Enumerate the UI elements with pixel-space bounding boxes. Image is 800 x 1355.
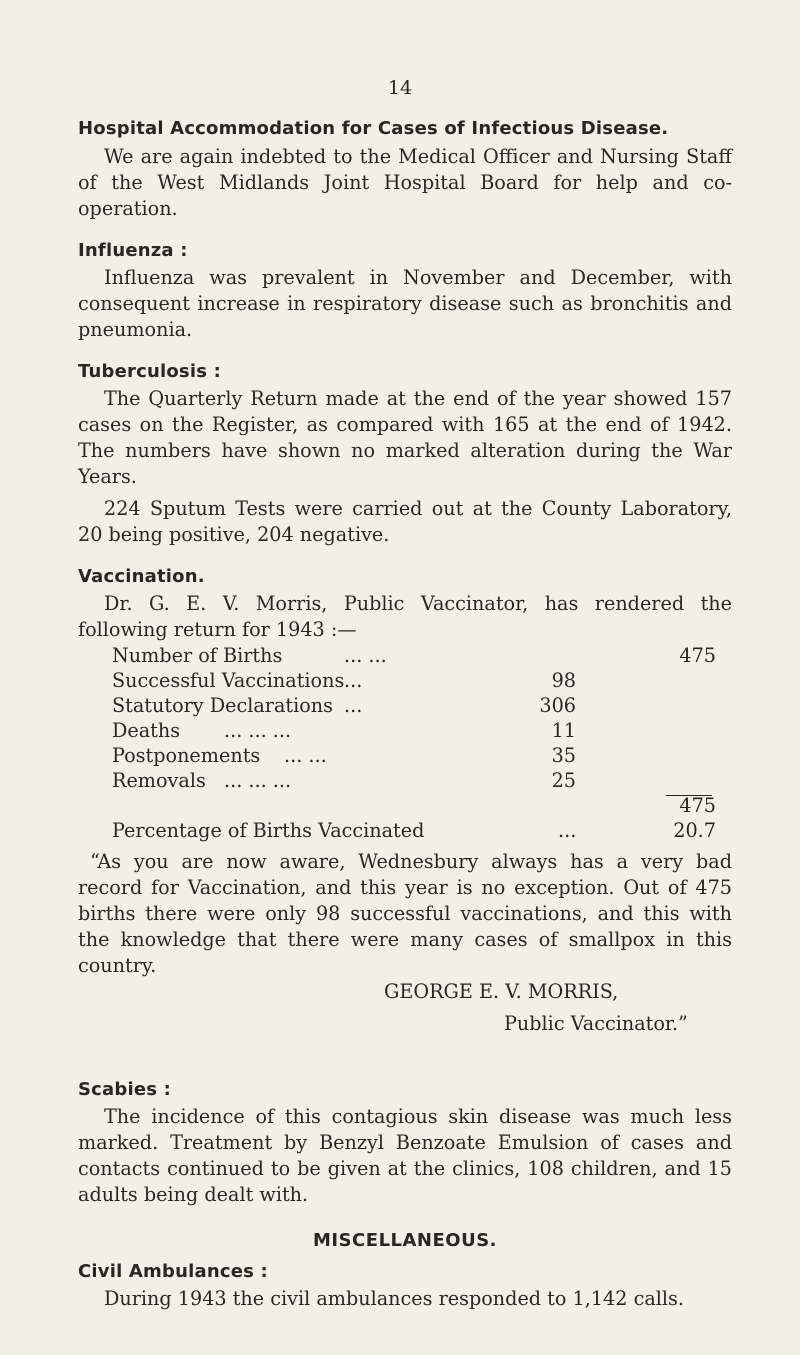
section-tuberculosis — [78, 361, 732, 548]
row-value: 35 — [551, 744, 576, 767]
paragraph-scabies: The incidence of this contagious skin disease was much less marked. Treatment by Benzyl Benzoate Emulsion of cases and contacts continued to be given at the clinics, 108 children, and 15 adults being dealt with. — [78, 1105, 732, 1206]
leader-dots: ... ... — [284, 744, 327, 767]
section-heading-vaccination: Vaccination. — [78, 566, 205, 587]
row-total: 475 — [679, 644, 716, 667]
paragraph-influenza: Influenza was prevalent in November and December, with consequent increase in respiratory disease such as bronchitis and pneumonia. — [78, 266, 732, 341]
section-heading-influenza: Influenza : — [78, 240, 188, 261]
section-heading-civil-ambulances: Civil Ambulances : — [78, 1261, 268, 1282]
row-label: Number of Births — [112, 644, 283, 667]
row-label: Removals — [112, 769, 206, 792]
section-heading-miscellaneous: MISCELLANEOUS. — [312, 1230, 498, 1251]
leader-dots: ... — [344, 694, 363, 717]
table-row — [112, 643, 716, 668]
row-value: 11 — [551, 719, 576, 742]
row-value: 98 — [551, 669, 576, 692]
vaccination-return-table — [112, 643, 716, 843]
page-number: 14 — [387, 77, 413, 99]
leader-dots: ... ... — [344, 644, 387, 667]
section-scabies — [78, 1079, 732, 1208]
paragraph-vaccination-quote: “As you are now aware, Wednesbury always has a very bad record for Vaccination, and this year is no exception. Out of 475 births there were only 98 successful vaccinations, and this with the knowledge that there were many cases of smallpox in this country. — [78, 850, 732, 977]
section-influenza — [78, 240, 732, 343]
percentage-label: Percentage of Births Vaccinated — [112, 819, 425, 842]
row-label: Postponements — [112, 744, 261, 767]
table-row — [112, 768, 716, 793]
section-heading-hospital: Hospital Accommodation for Cases of Infectious Disease. — [78, 118, 669, 139]
signature-name: GEORGE E. V. MORRIS, — [384, 980, 619, 1003]
row-label: Deaths — [112, 719, 181, 742]
section-vaccination — [78, 566, 732, 1037]
table-row — [112, 718, 716, 743]
section-heading-scabies: Scabies : — [78, 1079, 172, 1100]
section-civil-ambulances — [78, 1261, 732, 1312]
leader-dots: ... — [558, 819, 577, 842]
leader-dots: ... — [344, 669, 363, 692]
page-content — [78, 118, 732, 1332]
table-row — [112, 743, 716, 768]
row-value: 306 — [539, 694, 576, 717]
section-heading-tuberculosis: Tuberculosis : — [78, 361, 221, 382]
row-label: Successful Vaccinations — [112, 669, 345, 692]
table-row-total — [112, 793, 716, 818]
percentage-value: 20.7 — [673, 819, 716, 842]
paragraph-vaccination-intro: Dr. G. E. V. Morris, Public Vaccinator, has rendered the following return for 1943 :— — [78, 592, 732, 641]
paragraph-hospital: We are again indebted to the Medical Officer and Nursing Staff of the West Midlands Joint Hospital Board for help and co-operation. — [78, 145, 732, 220]
table-row — [112, 693, 716, 718]
section-hospital — [78, 118, 732, 222]
sum-total: 475 — [679, 794, 716, 817]
row-label: Statutory Declarations — [112, 694, 334, 717]
leader-dots: ... ... ... — [224, 719, 292, 742]
paragraph-tuberculosis-1: The Quarterly Return made at the end of the year showed 157 cases on the Register, as compared with 165 at the end of 1942. The numbers have shown no marked alteration during the War Years. — [78, 387, 732, 488]
row-value: 25 — [551, 769, 576, 792]
paragraph-tuberculosis-2: 224 Sputum Tests were carried out at the County Laboratory, 20 being positive, 204 negative. — [78, 497, 732, 546]
leader-dots: ... ... ... — [224, 769, 292, 792]
signature-title: Public Vaccinator.” — [504, 1012, 688, 1035]
table-row — [112, 668, 716, 693]
table-row-percentage — [112, 818, 716, 843]
paragraph-civil-ambulances: During 1943 the civil ambulances responded to 1,142 calls. — [104, 1287, 684, 1310]
